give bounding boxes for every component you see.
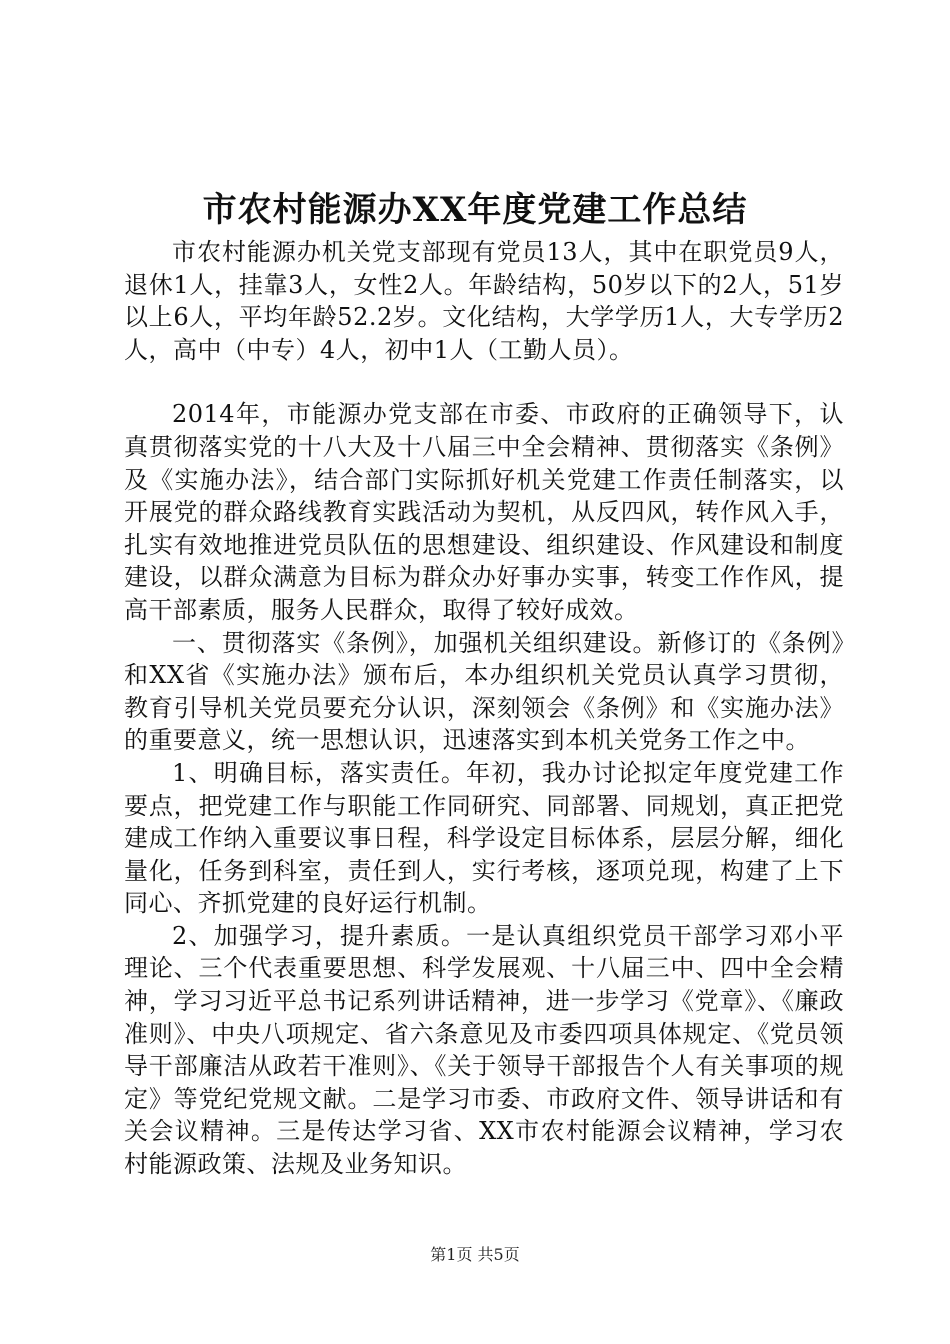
paragraph-overview-2014: 2014年，市能源办党支部在市委、市政府的正确领导下，认真贯彻落实党的十八大及十八届三中全会精神、贯彻落实《条例》及《实施办法》，结合部门实际抓好机关党建工作责任制落实，以开展党的群众路线教育实践活动为契机，从反四风，转作风入手，扎实有效地推进党员队伍的思想建设、组织建设、作风建设和制度建设，以群众满意为目标为群众办好事办实事，转变工作作风，提高干部素质，服务人民群众，取得了较好成效。 [124, 400, 844, 624]
paragraph-section-one: 一、贯彻落实《条例》，加强机关组织建设。新修订的《条例》和XX省《实施办法》颁布后，本办组织机关党员认真学习贯彻，教育引导机关党员要充分认识，深刻领会《条例》和《实施办法》的重要意义，统一思想认识，迅速落实到本机关党务工作之中。 [124, 628, 844, 755]
paragraph-item-1: 1、明确目标，落实责任。年初，我办讨论拟定年度党建工作要点，把党建工作与职能工作同研究、同部署、同规划，真正把党建成工作纳入重要议事日程，科学设定目标体系，层层分解，细化量化，任务到科室，责任到人，实行考核，逐项兑现，构建了上下同心、齐抓党建的良好运行机制。 [124, 758, 844, 918]
document-title: 市农村能源办XX年度党建工作总结 [202, 190, 748, 230]
paragraph-membership: 市农村能源办机关党支部现有党员13人，其中在职党员9人，退休1人，挂靠3人，女性2人。年龄结构，50岁以下的2人，51岁以上6人，平均年龄52.2岁。文化结构，大学学历1人，大专学历2人，高中（中专）4人，初中1人（工勤人员）。 [124, 238, 844, 364]
document-body [124, 236, 844, 1181]
paragraph-item-2: 2、加强学习，提升素质。一是认真组织党员干部学习邓小平理论、三个代表重要思想、科学发展观、十八届三中、四中全会精神，学习习近平总书记系列讲话精神，进一步学习《党章》、《廉政准则》、中央八项规定、省六条意见及市委四项具体规定、《党员领导干部廉洁从政若干准则》、《关于领导干部报告个人有关事项的规定》等党纪党规文献。二是学习市委、市政府文件、领导讲话和有关会议精神。三是传达学习省、XX市农村能源会议精神，学习农村能源政策、法规及业务知识。 [124, 921, 844, 1179]
page-footer: 第1页 共5页 [430, 1245, 520, 1264]
